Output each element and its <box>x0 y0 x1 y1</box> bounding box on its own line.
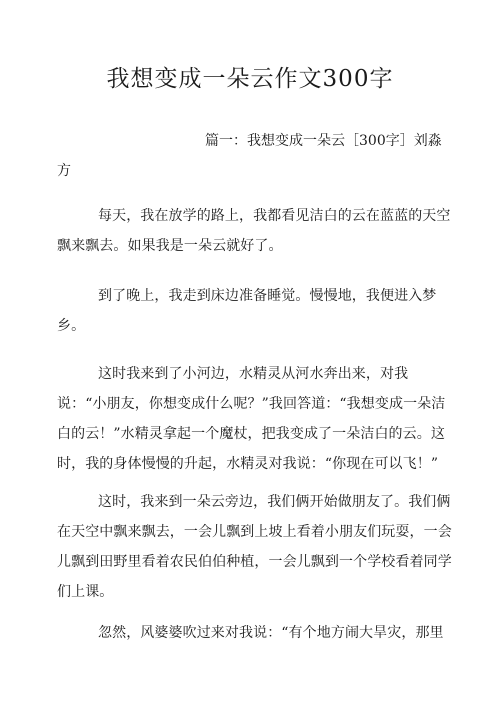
paragraph-4: 这时，我来到一朵云旁边，我们俩开始做朋友了。我们俩在天空中飘来飘去，一会儿飘到上坡上看着小朋友们玩耍，一会儿飘到田野里看着农民伯伯种植，一会儿飘到一个学校看着同学们上课。 <box>57 494 452 600</box>
paragraph-3: 这时我来到了小河边，水精灵从河水奔出来，对我说：“小朋友，你想变成什么呢？”我回答道：“我想变成一朵洁白的云！”水精灵拿起一个魔杖，把我变成了一朵洁白的云。这时，我的身体慢慢的升起，水精灵对我说：“你现在可以飞！” <box>57 366 446 472</box>
paragraph-1: 每天，我在放学的路上，我都看见洁白的云在蓝蓝的天空飘来飘去。如果我是一朵云就好了。 <box>57 208 451 254</box>
paragraph-2: 到了晚上，我走到床边准备睡觉。慢慢地，我便进入梦乡。 <box>57 288 437 334</box>
section-heading: 篇一：我想变成一朵云［300字］刘淼方 <box>57 133 442 179</box>
paragraph-5: 忽然，风婆婆吹过来对我说：“有个地方闹大旱灾，那里 <box>98 625 444 641</box>
page-title: 我想变成一朵云作文300字 <box>106 66 394 92</box>
